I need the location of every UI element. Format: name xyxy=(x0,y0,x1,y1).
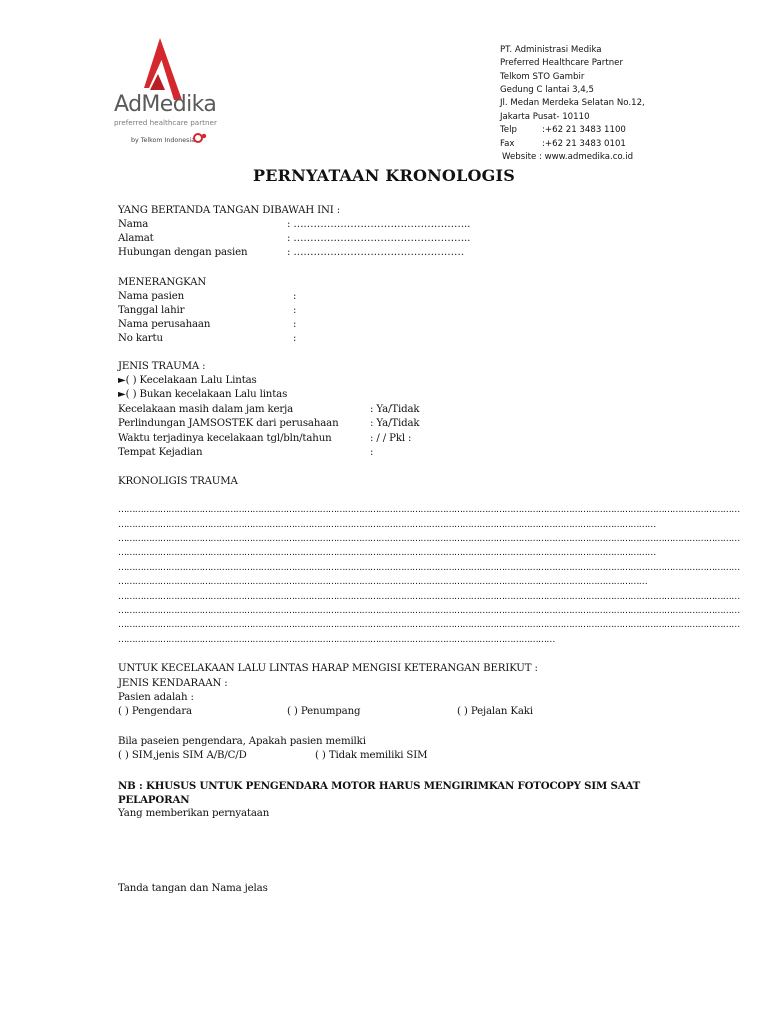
statement-giver-label: Yang memberikan pernyataan xyxy=(118,808,270,819)
nama-pasien-label: Nama pasien xyxy=(118,291,184,302)
waktu-field[interactable]: : / / Pkl : xyxy=(370,433,412,444)
tanggal-lahir-label: Tanggal lahir xyxy=(118,305,185,316)
waktu-label: Waktu terjadinya kecelakaan tgl/bln/tahun xyxy=(118,433,332,444)
chronology-line[interactable]: ……………………………………………………………………………………………………………………………………………………………………… xyxy=(118,577,648,587)
hubungan-field[interactable]: : …………………………………………… xyxy=(287,247,465,258)
nama-pasien-field[interactable]: : xyxy=(293,291,297,302)
admedika-a-logo-icon xyxy=(138,38,182,100)
vehicle-heading: JENIS KENDARAAN : xyxy=(118,678,228,689)
sim-question: Bila paseien pengendara, Apakah pasien memilki xyxy=(118,736,366,747)
page-title: PERNYATAAN KRONOLOGIS xyxy=(253,166,515,185)
pasien-adalah-label: Pasien adalah : xyxy=(118,692,194,703)
alamat-field[interactable]: : …………………………………………….. xyxy=(287,233,471,244)
jamsostek-label: Perlindungan JAMSOSTEK dari perusahaan xyxy=(118,418,339,429)
address-line: Jl. Medan Merdeka Selatan No.12, xyxy=(500,98,645,108)
no-kartu-label: No kartu xyxy=(118,333,163,344)
chronology-heading: KRONOLIGIS TRAUMA xyxy=(118,476,238,487)
chronology-line[interactable]: …………………………………………………………………………………………………………………………………………………………………………………………………… xyxy=(118,592,740,602)
chronology-line[interactable]: ………………………………………………………………………………………………………………………………………………………………………… xyxy=(118,520,656,530)
option-pengendara[interactable]: ( ) Pengendara xyxy=(118,706,192,717)
trauma-heading: JENIS TRAUMA : xyxy=(118,361,206,372)
telp-value: :+62 21 3483 1100 xyxy=(542,125,626,135)
chronology-line[interactable]: …………………………………………………………………………………………………………………………………………………………………………………………………… xyxy=(118,606,740,616)
signature-name-label[interactable]: Tanda tangan dan Nama jelas xyxy=(118,883,268,894)
nama-field[interactable]: : …………………………………………….. xyxy=(287,219,471,230)
chronology-line[interactable]: …………………………………………………………………………………………………………………………………………………………………………………………………… xyxy=(118,563,740,573)
tempat-label: Tempat Kejadian xyxy=(118,447,203,458)
telkom-icon xyxy=(193,132,207,144)
chronology-line[interactable]: ………………………………………………………………………………………………………………………………………………………………………… xyxy=(118,548,656,558)
address-line: Preferred Healthcare Partner xyxy=(500,58,623,68)
perusahaan-label: Nama perusahaan xyxy=(118,319,211,330)
logo-brand: AdMedika xyxy=(114,92,217,117)
address-line: Telkom STO Gambir xyxy=(500,72,585,82)
note-line: PELAPORAN xyxy=(118,794,190,806)
logo-tagline: preferred healthcare partner xyxy=(114,118,217,127)
option-sim[interactable]: ( ) SIM,jenis SIM A/B/C/D xyxy=(118,750,247,761)
jam-kerja-field[interactable]: : Ya/Tidak xyxy=(370,404,420,415)
jam-kerja-label: Kecelakaan masih dalam jam kerja xyxy=(118,404,294,415)
traffic-heading: UNTUK KECELAKAAN LALU LINTAS HARAP MENGISI KETERANGAN BERIKUT : xyxy=(118,663,538,674)
hubungan-label: Hubungan dengan pasien xyxy=(118,247,248,258)
signer-heading: YANG BERTANDA TANGAN DIBAWAH INI : xyxy=(118,205,341,216)
address-line: PT. Administrasi Medika xyxy=(500,45,602,55)
no-kartu-field[interactable]: : xyxy=(293,333,297,344)
note-line: NB : KHUSUS UNTUK PENGENDARA MOTOR HARUS MENGIRIMKAN FOTOCOPY SIM SAAT xyxy=(118,780,641,792)
chronology-line[interactable]: …………………………………………………………………………………………………………………………………………………………………………………………………… xyxy=(118,534,740,544)
jamsostek-field[interactable]: : Ya/Tidak xyxy=(370,418,420,429)
fax-value: :+62 21 3483 0101 xyxy=(542,139,626,149)
perusahaan-field[interactable]: : xyxy=(293,319,297,330)
chronology-line[interactable]: …………………………………………………………………………………………………………………………………………………………………………………………………… xyxy=(118,505,740,515)
chronology-line[interactable]: ………………………………………………………………………………………………………………………………………… xyxy=(118,635,555,645)
fax-label: Fax xyxy=(500,139,515,149)
telp-label: Telp xyxy=(500,125,517,135)
option-pejalan-kaki[interactable]: ( ) Pejalan Kaki xyxy=(457,706,533,717)
address-line: Gedung C lantai 3,4,5 xyxy=(500,85,594,95)
website: Website : www.admedika.co.id xyxy=(502,152,634,162)
option-no-sim[interactable]: ( ) Tidak memiliki SIM xyxy=(315,750,428,761)
patient-heading: MENERANGKAN xyxy=(118,277,207,288)
tempat-field[interactable]: : xyxy=(370,447,374,458)
tanggal-lahir-field[interactable]: : xyxy=(293,305,297,316)
trauma-option-traffic[interactable]: ►( ) Kecelakaan Lalu Lintas xyxy=(118,375,257,386)
logo-byline: by Telkom Indonesia xyxy=(131,137,195,144)
trauma-option-non-traffic[interactable]: ►( ) Bukan kecelakaan Lalu lintas xyxy=(118,389,288,400)
nama-label: Nama xyxy=(118,219,149,230)
option-penumpang[interactable]: ( ) Penumpang xyxy=(287,706,361,717)
chronology-line[interactable]: …………………………………………………………………………………………………………………………………………………………………………………………………… xyxy=(118,620,740,630)
alamat-label: Alamat xyxy=(118,233,154,244)
address-line: Jakarta Pusat- 10110 xyxy=(500,112,590,122)
